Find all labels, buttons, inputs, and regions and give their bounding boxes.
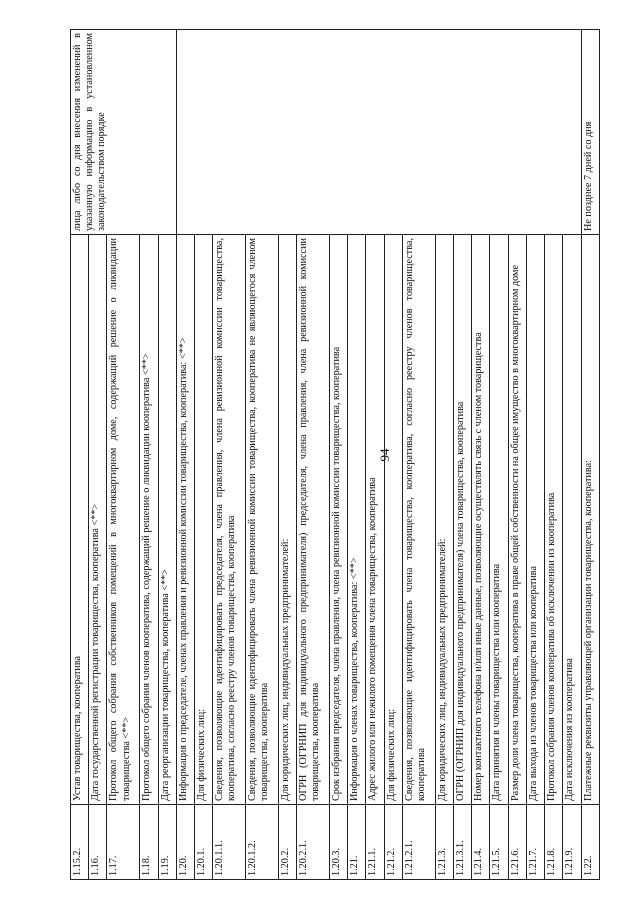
row-number: 1.18. [140, 805, 158, 880]
row-text: Для физических лиц: [195, 235, 213, 805]
row-text: Дата реорганизации товарищества, кооператива <**> [158, 235, 176, 805]
row-text: Номер контактного телефона и/или иные данные, позволяющие осуществлять связь с членом товарищества [472, 235, 490, 805]
row-number: 1.21. [348, 805, 366, 880]
row-number: 1.20.1.1. [213, 805, 246, 880]
rotated-page-content [70, 30, 600, 880]
row-number: 1.15.2. [71, 805, 89, 880]
row-number: 1.19. [158, 805, 176, 880]
row-number: 1.20.1. [195, 805, 213, 880]
row-number: 1.21.9. [563, 805, 581, 880]
row-text: Для юридических лиц, индивидуальных предпринимателей: [278, 235, 296, 805]
row-text: Сведения, позволяющие идентифицировать члена товарищества, кооператива, согласно реестру членов товарищества, кооператива [402, 235, 435, 805]
row-number: 1.20.2. [278, 805, 296, 880]
row-number: 1.20. [176, 805, 194, 880]
row-number: 1.21.7. [526, 805, 544, 880]
row-text: ОГРН (ОГРНИП для индивидуального предпринимателя) председателя, члена правления, члена ревизионной комиссии товарищества, кооператива [297, 235, 330, 805]
row-deadline: лица либо со дня внесения изменений в указанную информацию в установленном законодательством порядке [71, 30, 177, 235]
table-row [71, 30, 89, 880]
row-text: Сведения, позволяющие идентифицировать председателя, члена правления, члена ревизионной комиссии товарищества, кооператива, согласно реестру членов товарищества, кооператива [213, 235, 246, 805]
requirements-table [70, 29, 600, 880]
table-row [581, 30, 599, 880]
row-number: 1.22. [581, 805, 599, 880]
row-number: 1.21.8. [545, 805, 563, 880]
row-text: Протокол собрания членов кооператива об исключении из кооператива [545, 235, 563, 805]
row-number: 1.20.3. [329, 805, 347, 880]
row-text: Дата принятия в члены товарищества или кооператива [490, 235, 508, 805]
row-number: 1.21.5. [490, 805, 508, 880]
row-text: Протокол общего собрания собственников помещений в многоквартирном доме, содержащий решение о ликвидации товарищества <**> [107, 235, 140, 805]
row-text: Адрес жилого или нежилого помещения члена товарищества, кооператива [366, 235, 384, 805]
row-text: Устав товарищества, кооператива [71, 235, 89, 805]
row-number: 1.21.3.1. [453, 805, 471, 880]
row-number: 1.21.3. [435, 805, 453, 880]
row-number: 1.21.1. [366, 805, 384, 880]
row-number: 1.20.1.2. [246, 805, 279, 880]
row-number: 1.16. [89, 805, 107, 880]
row-text: ОГРН (ОГРНИП для индивидуального предпринимателя) члена товарищества, кооператива [453, 235, 471, 805]
row-text: Размер доли члена товарищества, кооператива в праве общей собственности на общее имущество в многоквартирном доме [508, 235, 526, 805]
row-text: Срок избрания председателя, члена правления, члена ревизионной комиссии товарищества, кооператива [329, 235, 347, 805]
row-text: Для юридических лиц, индивидуальных предпринимателей: [435, 235, 453, 805]
row-deadline-empty [176, 30, 581, 235]
row-text: Дата исключения из кооператива [563, 235, 581, 805]
row-text: Для физических лиц: [384, 235, 402, 805]
row-number: 1.21.2. [384, 805, 402, 880]
row-number: 1.20.2.1. [297, 805, 330, 880]
row-text: Протокол общего собрания членов кооператива, содержащий решение о ликвидации кооператива <**> [140, 235, 158, 805]
row-text: Информация о членах товарищества, кооператива: <**> [348, 235, 366, 805]
row-text: Дата выхода из членов товарищества или кооператива [526, 235, 544, 805]
row-text: Информация о председателе, членах правления и ревизионной комиссии товарищества, кооператива: <**> [176, 235, 194, 805]
row-number: 1.17. [107, 805, 140, 880]
row-number: 1.21.6. [508, 805, 526, 880]
row-number: 1.21.2.1. [402, 805, 435, 880]
row-number: 1.21.4. [472, 805, 490, 880]
table-row [176, 30, 194, 880]
row-deadline: Не позднее 7 дней со дня [581, 30, 599, 235]
row-text: Платежные реквизиты управляющей организации товарищества, кооператива: [581, 235, 599, 805]
row-text: Дата государственной регистрации товарищества, кооператива <**> [89, 235, 107, 805]
page-number: 94 [377, 448, 392, 462]
row-text: Сведения, позволяющие идентифицировать члена ревизионной комиссии товарищества, кооператива не являющегося членом товарищества, кооператива [246, 235, 279, 805]
